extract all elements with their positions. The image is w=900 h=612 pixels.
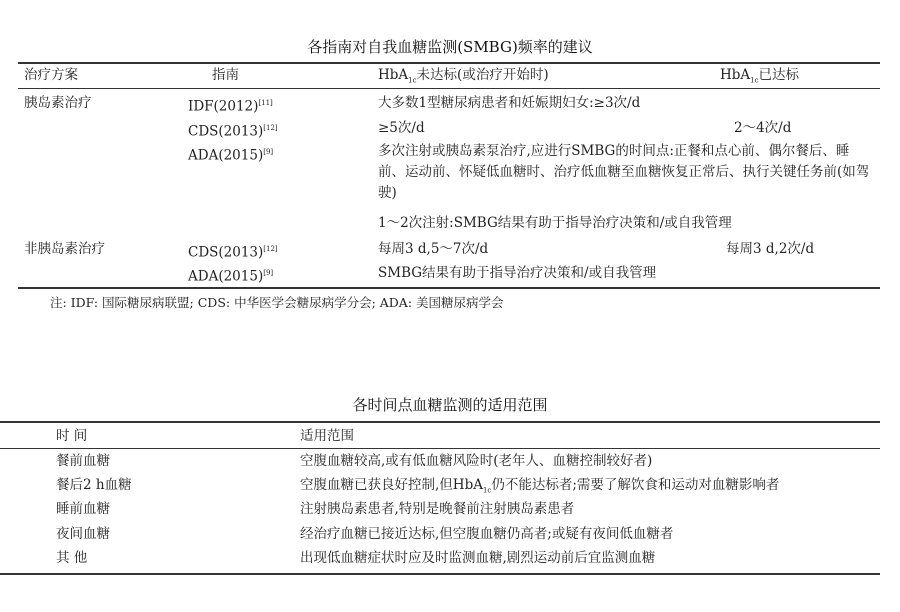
table2-row-scope: 出现低血糖症状时应及时监测血糖,剧烈运动前后宜监测血糖 [300, 550, 656, 566]
table1-row-notmet: ≥5次/d [378, 120, 425, 136]
table2-row-time: 睡前血糖 [56, 501, 110, 517]
table2-row-scope: 注射胰岛素患者,特别是晚餐前注射胰岛素患者 [300, 501, 575, 517]
table1-header-met: HbA$_{1c}$已达标 [720, 67, 800, 85]
table2-row-time: 其 他 [56, 550, 88, 566]
table2-row-scope: 空腹血糖已获良好控制,但HbA$_{1c}$仍不能达标者;需要了解饮食和运动对血糖影响者 [300, 477, 780, 495]
table1-note: 注: IDF: 国际糖尿病联盟; CDS: 中华医学会糖尿病学分会; ADA: 美国糖尿病学会 [50, 295, 504, 310]
table1-row-notmet: 大多数1型糖尿病患者和妊娠期妇女:≥3次/d [378, 95, 641, 111]
table1-header-scheme: 治疗方案 [24, 67, 78, 83]
table2-header-scope: 适用范围 [300, 428, 354, 444]
table2-row-scope: 经治疗血糖已接近达标,但空腹血糖仍高者;或疑有夜间低血糖者 [300, 526, 674, 542]
table1-header-notmet: HbA$_{1c}$未达标(或治疗开始时) [378, 67, 549, 85]
table1-row-met: 每周3 d,2次/d [726, 241, 815, 257]
table1-row-guide: CDS(2013)[12] [188, 244, 278, 261]
table2-row-time: 餐后2 h血糖 [56, 477, 132, 493]
table1-bottom-rule [18, 287, 880, 289]
table2-header-rule [0, 448, 880, 449]
table2-caption: 各时间点血糖监测的适用范围 [352, 396, 548, 414]
table1-group-noninsulin-label: 非胰岛素治疗 [24, 241, 105, 257]
table1-header-guide: 指南 [212, 67, 239, 83]
table2-header-time: 时 间 [56, 428, 88, 444]
table1-row-notmet: SMBG结果有助于指导治疗决策和/或自我管理 [378, 265, 657, 281]
table1-row-guide: ADA(2015)[9] [188, 147, 274, 164]
table1-row-guide: IDF(2012)[11] [188, 98, 273, 115]
table1-row-notmet: 多次注射或胰岛素泵治疗,应进行SMBG的时间点:正餐和点心前、偶尔餐后、睡前、运动前、怀疑低血糖时、治疗低血糖至血糖恢复正常后、执行关键任务前(如驾驶) [378, 143, 870, 201]
table1-group-insulin-label: 胰岛素治疗 [24, 95, 92, 111]
table1-row-guide: ADA(2015)[9] [188, 268, 274, 285]
table1-caption: 各指南对自我血糖监测(SMBG)频率的建议 [307, 38, 593, 56]
table2-row-time: 餐前血糖 [56, 453, 110, 469]
table2-top-rule [0, 421, 880, 423]
table2-row-time: 夜间血糖 [56, 526, 110, 542]
table1-row-guide: CDS(2013)[12] [188, 123, 278, 140]
table1-row-notmet: 1～2次注射:SMBG结果有助于指导治疗决策和/或自我管理 [378, 215, 732, 231]
table1-row-notmet: 每周3 d,5～7次/d [378, 241, 489, 257]
table1-top-rule [18, 62, 880, 64]
table1-header-rule [18, 88, 880, 89]
table1-row-met: 2～4次/d [734, 120, 792, 136]
table2-bottom-rule [0, 573, 880, 575]
table2-row-scope: 空腹血糖较高,或有低血糖风险时(老年人、血糖控制较好者) [300, 453, 653, 469]
